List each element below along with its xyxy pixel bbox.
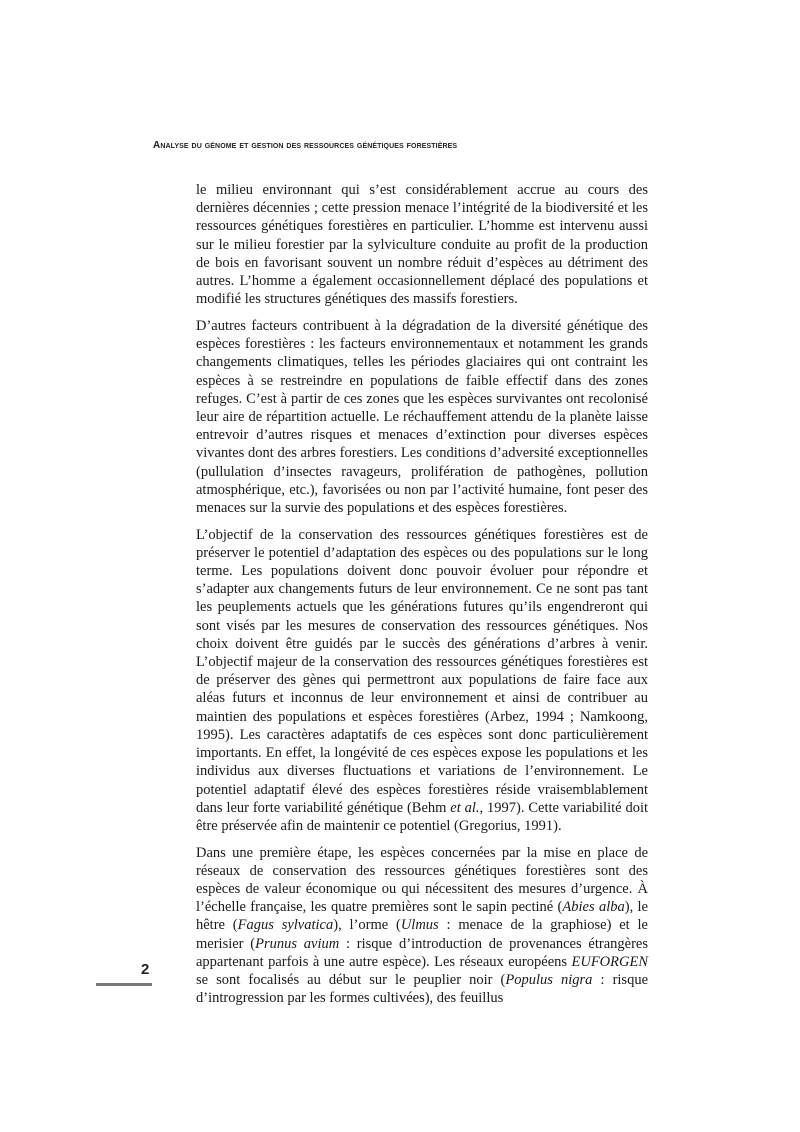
paragraph-3-text-b: , 1997). Cette variabilité doit être préservée afin de maintenir ce potentiel (Gregorius, 1991). [196, 799, 649, 834]
page-number-rule [96, 983, 152, 986]
paragraph-3-text-a: L’objectif de la conservation des ressources génétiques forestières est de préserver le potentiel d’adaptation des espèces ou des populations sur le long terme. Les populations doivent donc pouvoir évoluer pour répondre et s’adapter aux changements futurs de leur environnement. Ce ne sont pas tant les peuplements actuels que les générations futures qu’ils engendreront qui sont visés par les mesures de conservation des ressources génétiques. Nos choix doivent être guidés par le succès des générations d’arbres à venir. L’objectif majeur de la conservation des ressources génétiques forestières est de préserver des gènes qui permettront aux populations de faire face aux aléas futurs et inconnus de leur environnement et ainsi de contribuer au maintien des populations et espèces forestières (Arbez, 1994 ; Namkoong, 1995). Les caractères adaptatifs de ces espèces sont donc particulièrement importants. En effet, la longévité de ces espèces expose les populations et les individus aux diverses fluctuations et variations de l’environnement. Le potentiel adaptatif élevé des espèces forestières réside vraisemblablement dans leur forte variabilité génétique (Behm [196, 526, 648, 816]
paragraph-3 [196, 526, 648, 835]
species-abies-alba: Abies alba [562, 899, 625, 916]
paragraph-4-text-d: : menace de la graphiose) et le merisier ( [196, 917, 648, 952]
paragraph-4-text-f: se sont focalisés au début sur le peuplier noir ( [196, 972, 506, 989]
et-al-italic: et al. [450, 799, 480, 816]
paragraph-4-text-e: : risque d’introduction de provenances étrangères appartenant parfois à une autre espèce). Les réseaux européens [196, 935, 648, 970]
species-populus-nigra: Populus nigra [505, 972, 593, 989]
paragraph-4-text-g: : risque d’introgression par les formes cultivées), des feuillus [196, 972, 649, 1007]
paragraph-4-text-a: Dans une première étape, les espèces concernées par la mise en place de réseaux de conservation des ressources génétiques forestières sont des espèces de valeur économique ou qui nécessitent des mesures d’urgence. À l’échelle française, les quatre premières sont le sapin pectiné ( [196, 844, 648, 916]
paragraph-4 [196, 844, 648, 1008]
running-header: Analyse du génome et gestion des ressources génétiques forestières [153, 140, 458, 151]
page-number: 2 [141, 961, 150, 978]
species-ulmus: Ulmus [400, 917, 439, 934]
species-prunus-avium: Prunus avium [255, 935, 340, 952]
paragraph-4-text-b: ), le hêtre ( [196, 899, 648, 934]
paragraph-4-text-c: ), l’orme ( [333, 917, 401, 934]
paragraph-2: D’autres facteurs contribuent à la dégradation de la diversité génétique des espèces forestières : les facteurs environnementaux et notamment les grands changements climatiques, telles les périodes glaciaires qui ont contraint les espèces à se restreindre en populations de faible effectif dans des zones refuges. C’est à partir de ces zones que les espèces survivantes ont recolonisé leur aire de répartition actuelle. Le réchauffement attendu de la planète laisse entrevoir d’autres risques et menaces d’extinction pour diverses espèces vivantes dont des arbres forestiers. Les conditions d’adversité exceptionnelles (pullulation d’insectes ravageurs, prolifération de pathogènes, pollution atmosphérique, etc.), favorisées ou non par l’activité humaine, font peser des menaces sur la survie des populations et des espèces forestières. [196, 317, 648, 516]
body-text [196, 181, 648, 1016]
paragraph-1: le milieu environnant qui s’est considérablement accrue au cours des dernières décennies ; cette pression menace l’intégrité de la biodiversité et les ressources génétiques forestières en particulier. L’homme est intervenu aussi sur le milieu forestier par la sylviculture conduite au profit de la production de bois en favorisant souvent un nombre réduit d’espèces au détriment des autres. L’homme a également occasionnellement déplacé des populations et modifié les structures génétiques des massifs forestiers. [196, 182, 648, 308]
euforgen-italic: EUFORGEN [571, 953, 648, 970]
species-fagus-sylvatica: Fagus sylvatica [237, 917, 334, 934]
